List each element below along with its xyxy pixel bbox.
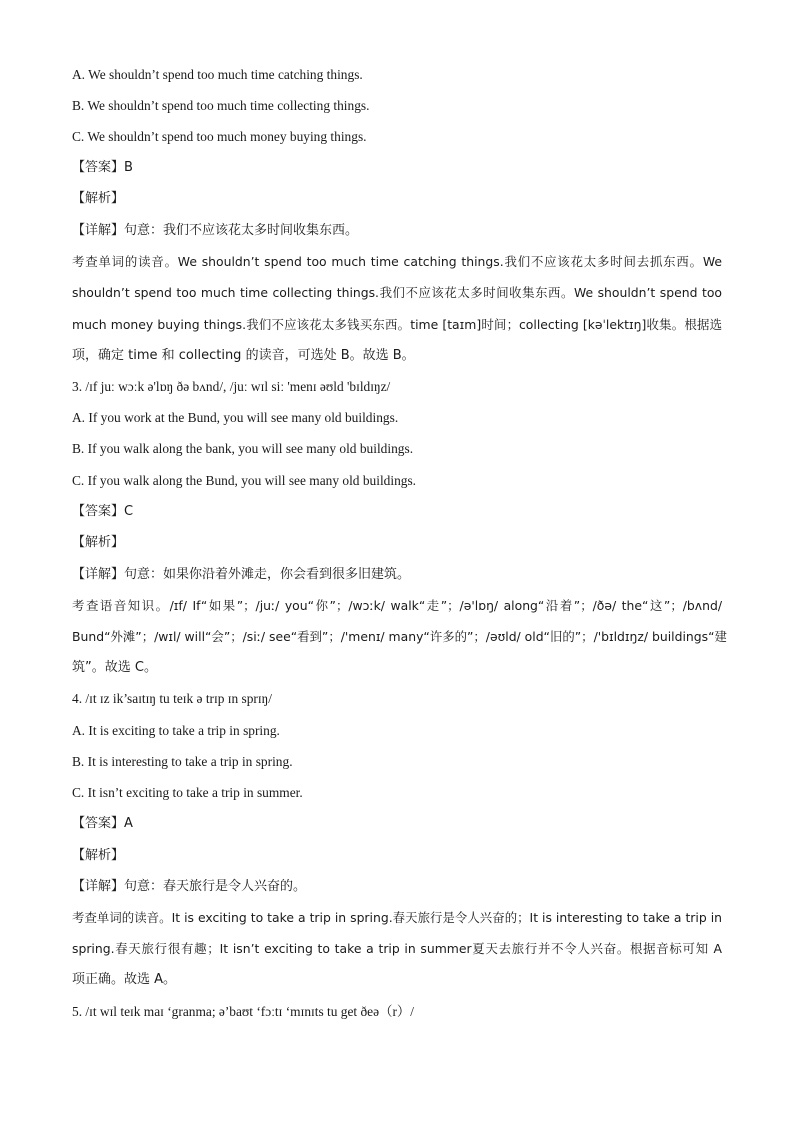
analysis-label: 【解析】 xyxy=(72,535,125,550)
explanation-line: 项正确。故选 A。 xyxy=(72,972,177,987)
explanation-line: 项，确定 time 和 collecting 的读音，可选处 B。故选 B。 xyxy=(72,348,415,363)
answer-label: 【答案】B xyxy=(72,160,133,175)
option-c-text: C. If you walk along the Bund, you will see many old buildings. xyxy=(72,473,417,488)
option-a-text: A. We shouldn’t spend too much time catching things. xyxy=(72,67,363,82)
option-b-text: B. It is interesting to take a trip in spring. xyxy=(72,754,293,769)
explanation-line: Bund“外滩”；/wɪl/ will“会”；/siː/ see“看到”；/'menɪ/ many“许多的”；/əʊld/ old“旧的”；/'bɪldɪŋz/ buildings“建 xyxy=(72,629,727,644)
option-a-text: A. It is exciting to take a trip in spring. xyxy=(72,723,280,738)
question-5-phonetic: 5. /ɪt wɪl teɪk maɪ ‘granma; ə’baʊt ‘fɔːtɪ ‘mɪnɪts tu get ðeə（r）/ xyxy=(72,1004,415,1019)
explanation-line: 考查语音知识。/ɪf/ If“如果”；/juː/ you“你”；/wɔːk/ walk“走”；/ə'lɒŋ/ along“沿着”；/ðə/ the“这”；/bʌnd/ xyxy=(72,598,722,613)
analysis-label: 【解析】 xyxy=(72,191,125,206)
option-b-text: B. We shouldn’t spend too much time collecting things. xyxy=(72,98,370,113)
option-c-text: C. We shouldn’t spend too much money buying things. xyxy=(72,129,367,144)
explanation-line: much money buying things.我们不应该花太多钱买东西。time [taɪm]时间；collecting [kəˈlektɪŋ]收集。根据选 xyxy=(72,317,722,332)
explanation-line: 考查单词的读音。We shouldn’t spend too much time catching things.我们不应该花太多时间去抓东西。We xyxy=(72,254,722,269)
answer-label: 【答案】C xyxy=(72,504,134,519)
explanation-line: 考查单词的读音。It is exciting to take a trip in spring.春天旅行是令人兴奋的；It is interesting to take a trip in xyxy=(72,910,722,925)
answer-label: 【答案】A xyxy=(72,816,133,831)
option-c-text: C. It isn’t exciting to take a trip in summer. xyxy=(72,785,303,800)
analysis-label: 【解析】 xyxy=(72,848,125,863)
explanation-line: 筑”。故选 C。 xyxy=(72,660,157,675)
question-3-phonetic: 3. /ɪf juː wɔːk ə'lɒŋ ðə bʌnd/, /juː wɪl siː 'menɪ əʊld 'bɪldɪŋz/ xyxy=(72,379,391,394)
question-4-phonetic: 4. /ɪt ɪz ik’saɪtɪŋ tu teɪk ə trɪp ɪn sprɪŋ/ xyxy=(72,691,272,706)
detail-label: 【详解】句意：春天旅行是令人兴奋的。 xyxy=(72,879,307,894)
option-a-text: A. If you work at the Bund, you will see many old buildings. xyxy=(72,410,399,425)
explanation-line: spring.春天旅行很有趣；It isn’t exciting to take a trip in summer夏天去旅行并不令人兴奋。根据音标可知 A xyxy=(72,941,722,956)
detail-label: 【详解】句意：我们不应该花太多时间收集东西。 xyxy=(72,223,359,238)
explanation-line: shouldn’t spend too much time collecting things.我们不应该花太多时间收集东西。We shouldn’t spend too xyxy=(72,285,722,300)
detail-label: 【详解】句意：如果你沿着外滩走，你会看到很多旧建筑。 xyxy=(72,567,411,582)
option-b-text: B. If you walk along the bank, you will see many old buildings. xyxy=(72,441,414,456)
